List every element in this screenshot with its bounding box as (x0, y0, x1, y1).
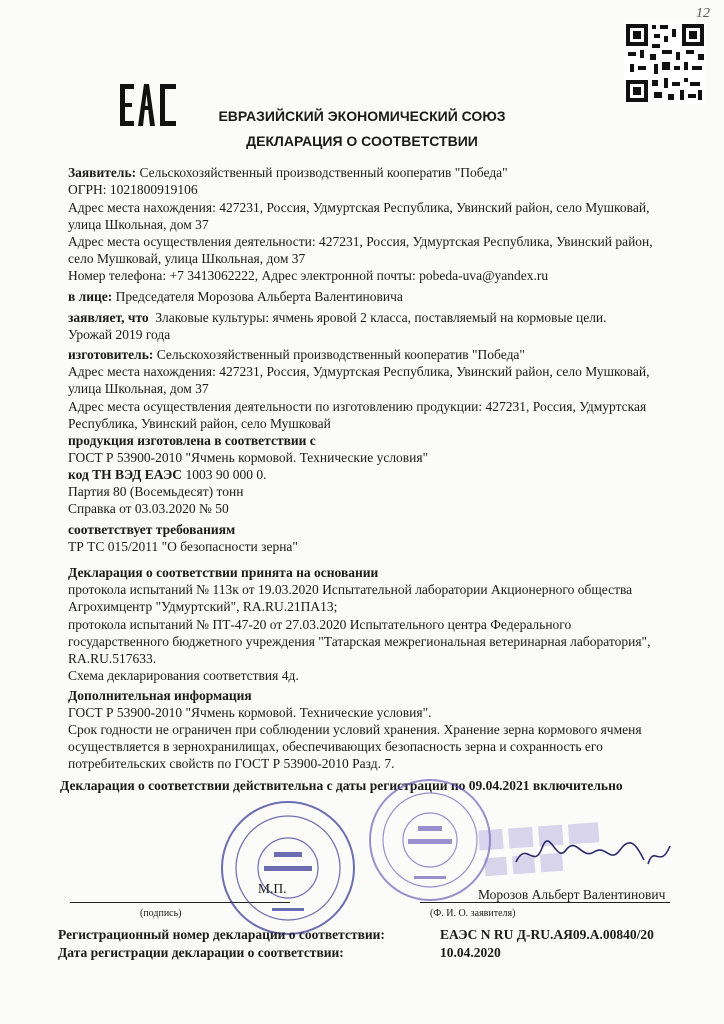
basis-line-3: протокола испытаний № ПТ-47-20 от 27.03.2020 Испытательного центра Федерального (68, 617, 572, 632)
signature-line (70, 902, 290, 903)
declares-value-2: Урожай 2019 года (68, 327, 171, 342)
person-label: в лице: (68, 289, 113, 304)
registration-number: ЕАЭС N RU Д-RU.АЯ09.А.00840/20 (440, 927, 654, 942)
person-value: Председателя Морозова Альберта Валентиновича (115, 289, 403, 304)
applicant-address-1b: улица Школьная, дом 37 (68, 217, 209, 232)
union-heading: ЕВРАЗИЙСКИЙ ЭКОНОМИЧЕСКИЙ СОЮЗ (218, 108, 506, 124)
additional-label: Дополнительная информация (68, 688, 252, 703)
signature-caption: (подпись) (140, 908, 182, 919)
conforms-value: ТР ТС 015/2011 "О безопасности зерна" (68, 539, 298, 554)
validity-statement: Декларация о соответствии действительна с даты регистрации по 09.04.2021 включительно (60, 778, 623, 793)
basis-line-2: Агрохимцентр "Удмуртский", RA.RU.21ПА13; (68, 599, 338, 614)
basis-line-6: Схема декларирования соответствия 4д. (68, 668, 299, 683)
applicant-ogrn: ОГРН: 1021800919106 (68, 182, 198, 197)
applicant-row (68, 164, 508, 181)
declares-row (68, 309, 607, 326)
registration-date: 10.04.2020 (440, 945, 501, 960)
manufacturer-address-2: Адрес места осуществления деятельности по изготовлению продукции: 427231, Россия, Удмуртская (68, 399, 647, 414)
manufacturer-row (68, 346, 525, 363)
declares-value: Злаковые культуры: ячмень яровой 2 класса, поставляемый на кормовые цели. (155, 310, 607, 325)
applicant-contacts: Номер телефона: +7 3413062222, Адрес электронной почты: pobeda-uva@yandex.ru (68, 268, 549, 283)
handwritten-signature (508, 830, 678, 880)
page-number: 12 (696, 6, 710, 21)
manufacturer-address-1: Адрес места нахождения: 427231, Россия, Удмуртская Республика, Увинский район, село Мушковай, (68, 364, 650, 379)
additional-line-2: Срок годности не ограничен при соблюдении условий хранения. Хранение зерна кормового ячменя (68, 722, 642, 737)
additional-line-4: потребительских свойств по ГОСТ Р 53900-2010 Разд. 7. (68, 756, 395, 771)
applicant-address-2: Адрес места осуществления деятельности: 427231, Россия, Удмуртская Республика, Увинский район, (68, 234, 653, 249)
conforms-label: соответствует требованиям (68, 522, 236, 537)
organization-seal (218, 798, 358, 938)
qr-code (624, 22, 706, 104)
applicant-address-2b: село Мушковай, улица Школьная, дом 37 (68, 251, 306, 266)
basis-line-4: государственного бюджетного учреждения "Татарская межрегиональная ветеринарная лаборатория", (68, 634, 651, 649)
manufacturer-label: изготовитель: (68, 347, 154, 362)
applicant-label: Заявитель: (68, 165, 137, 180)
additional-line-1: ГОСТ Р 53900-2010 "Ячмень кормовой. Технические условия". (68, 705, 432, 720)
applicant-name: Сельскохозяйственный производственный кооператив "Победа" (139, 165, 508, 180)
basis-line-1: протокола испытаний № 113к от 19.03.2020 Испытательной лаборатории Акционерного общества (68, 582, 633, 597)
name-caption: (Ф. И. О. заявителя) (430, 908, 516, 919)
product-certificate: Справка от 03.03.2020 № 50 (68, 501, 229, 516)
manufacturer-address-1b: улица Школьная, дом 37 (68, 381, 209, 396)
registration-number-label: Регистрационный номер декларации о соответствии: (58, 927, 385, 942)
basis-label: Декларация о соответствии принята на основании (68, 565, 379, 580)
declares-label: заявляет, что (68, 310, 149, 325)
product-batch: Партия 80 (Восемьдесят) тонн (68, 484, 244, 499)
manufacturer-name: Сельскохозяйственный производственный кооператив "Победа" (156, 347, 525, 362)
stamp-place-mark: М.П. (258, 881, 287, 896)
person-row (68, 288, 403, 305)
registration-date-label: Дата регистрации декларации о соответствии: (58, 945, 344, 960)
product-code-label: код ТН ВЭД ЕАЭС (68, 467, 183, 482)
organization-seal-copy (366, 776, 494, 904)
product-standard: ГОСТ Р 53900-2010 "Ячмень кормовой. Технические условия" (68, 450, 429, 465)
basis-line-5: RA.RU.517633. (68, 651, 157, 666)
product-code: 1003 90 000 0. (185, 467, 267, 482)
product-code-row (68, 466, 266, 483)
document-title: ДЕКЛАРАЦИЯ О СООТВЕТСТВИИ (246, 133, 478, 149)
manufacturer-address-2b: Республика, Увинский район, село Мушковай (68, 416, 331, 431)
applicant-address-1: Адрес места нахождения: 427231, Россия, Удмуртская Республика, Увинский район, село Мушковай, (68, 200, 650, 215)
signer-name: Морозов Альберт Валентинович (478, 887, 666, 902)
product-label: продукция изготовлена в соответствии с (68, 433, 316, 448)
additional-line-3: осуществляется в зернохранилищах, обеспечивающих безопасность зерна и сохранность его (68, 739, 603, 754)
